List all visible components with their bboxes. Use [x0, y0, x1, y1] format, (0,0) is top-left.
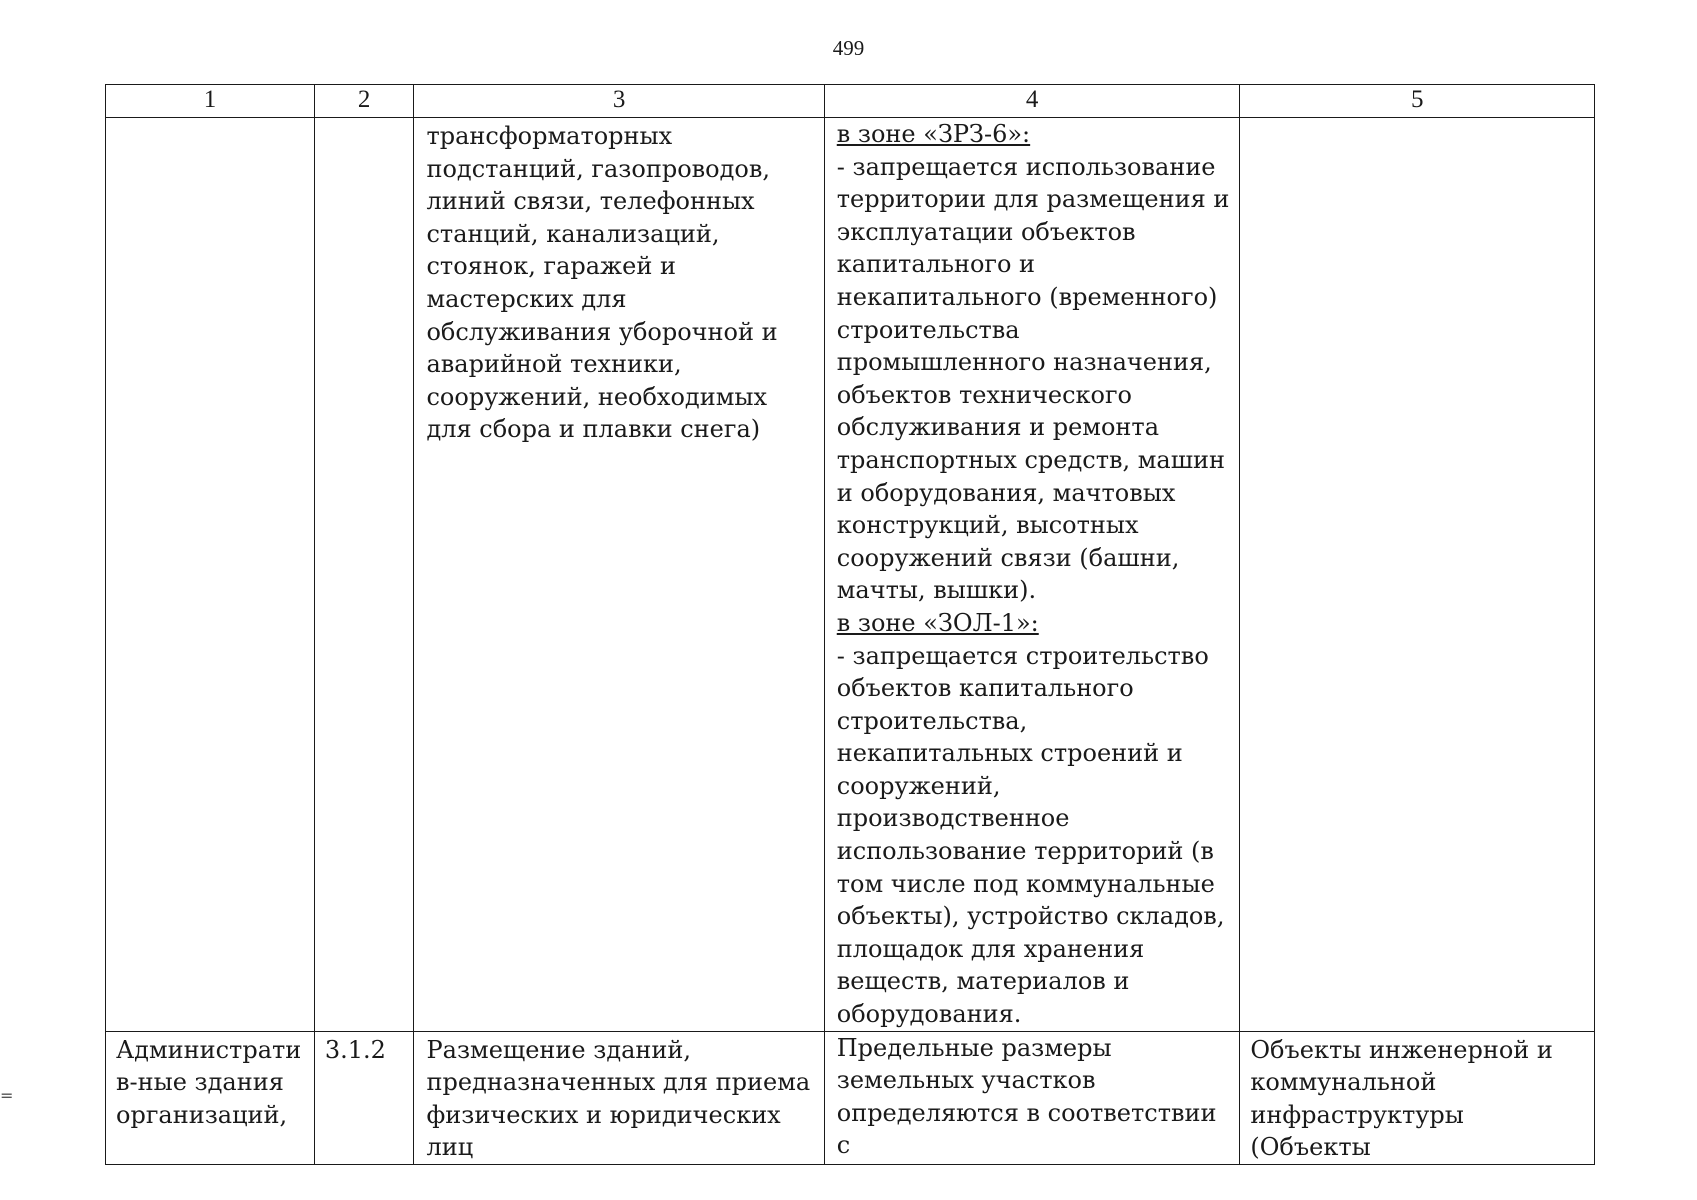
column-header-1: 1: [106, 85, 315, 118]
margin-mark: =: [0, 1086, 14, 1105]
cell-restrictions: [824, 118, 1240, 1032]
zone-heading-zrz6: в зоне «ЗРЗ-6»:: [836, 120, 1031, 148]
cell-description: трансформаторных подстанций, газопроводов, линий связи, телефонных станций, канализаций, стоянок, гаражей и мастерских для обслуживания уборочной и аварийной техники, сооружений, необходимых для сбора и плавки снега): [414, 118, 824, 1032]
table-header-row: [106, 85, 1595, 118]
column-header-3: 3: [414, 85, 824, 118]
page-number: 499: [832, 36, 865, 60]
zone-text-zrz6: - запрещается использование территории для размещения и эксплуатации объектов капитального и некапитального (временного) строительства промышленного назначения, объектов технического обслуживания и ремонта транспортных средств, машин и оборудования, мачтовых конструкций, высотных сооружений связи (башни, мачты, вышки).: [836, 152, 1230, 605]
zone-heading-zol1: в зоне «ЗОЛ-1»:: [836, 608, 1039, 637]
column-header-2: 2: [314, 85, 414, 118]
column-header-4: 4: [824, 85, 1240, 118]
regulations-table: [105, 84, 1595, 1165]
column-header-5: 5: [1240, 85, 1595, 118]
table-row-administrative-buildings: [106, 1031, 1595, 1164]
cell-code: 3.1.2: [314, 1031, 414, 1164]
cell-related-objects: [1240, 118, 1595, 1032]
cell-related-objects: Объекты инженерной и коммунальной инфраструктуры (Объекты: [1240, 1031, 1595, 1164]
cell-object-name: [106, 118, 315, 1032]
cell-restrictions: Предельные размеры земельных участков определяются в соответствии с: [824, 1031, 1240, 1164]
cell-description: Размещение зданий, предназначенных для приема физических и юридических лиц: [414, 1031, 824, 1164]
table-row-continued: [106, 118, 1595, 1032]
zone-text-zol1: - запрещается строительство объектов капитального строительства, некапитальных строений и сооружений, производственное использование территорий (в том числе под коммунальные объекты), устройство складов, площадок для хранения веществ, материалов и оборудования.: [836, 641, 1225, 1029]
cell-code: [314, 118, 414, 1032]
cell-object-name: Администрати в-ные здания организаций,: [106, 1031, 315, 1164]
